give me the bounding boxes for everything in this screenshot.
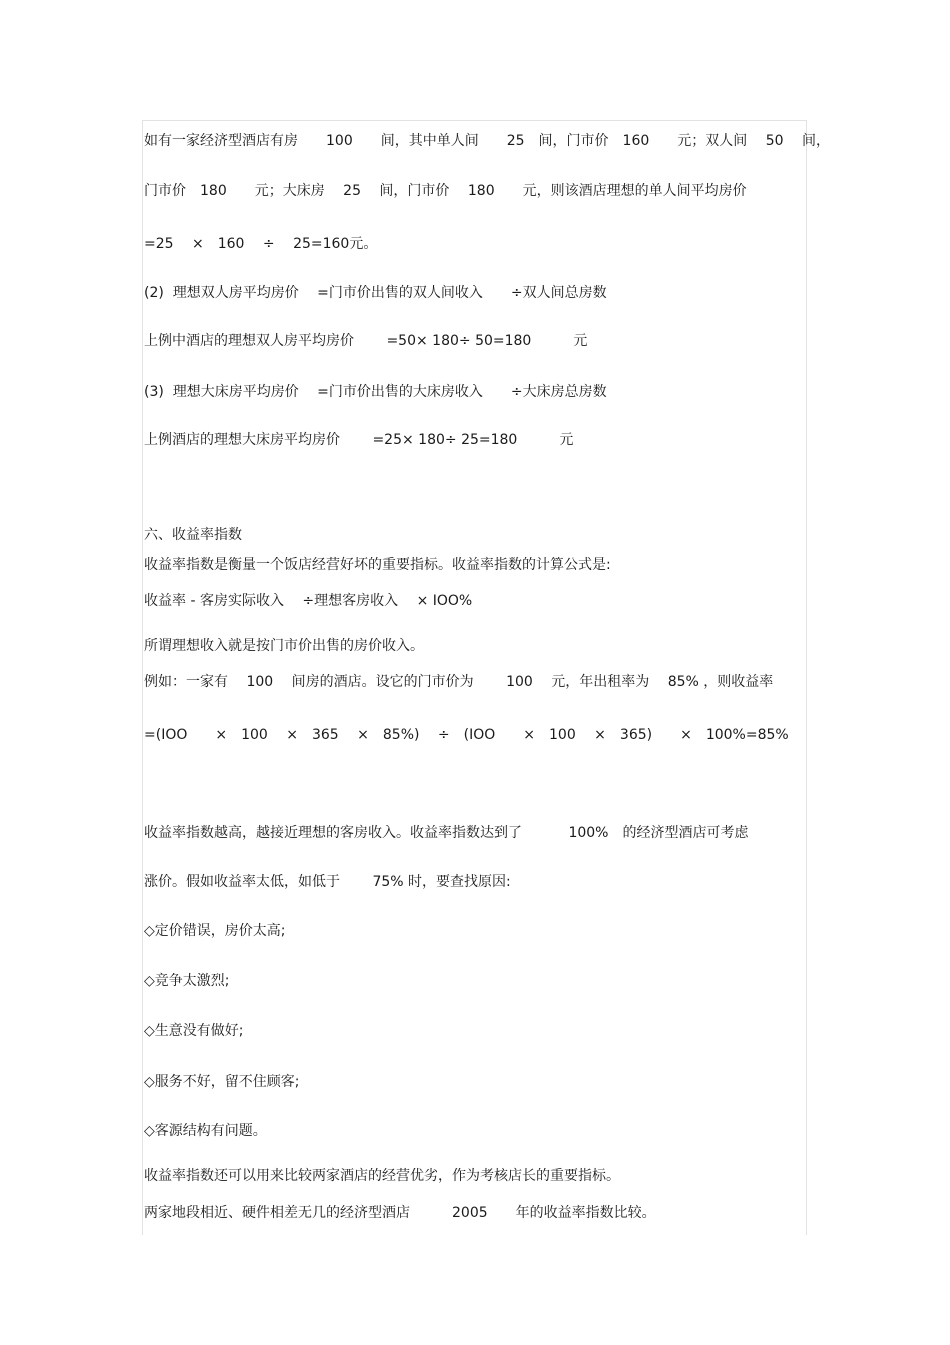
text-line: 例如：一家有 100 间房的酒店。设它的门市价为 100 元，年出租率为 85% ，则收益率: [144, 674, 774, 690]
formula-line: 上例酒店的理想大床房平均房价 =25× 180÷ 25=180 元: [144, 432, 574, 448]
list-item: ◇竞争太激烈;: [144, 973, 230, 989]
formula-line: 上例中酒店的理想双人房平均房价 =50× 180÷ 50=180 元: [144, 333, 588, 349]
text-line: (2) 理想双人房平均房价 =门市价出售的双人间收入 ÷双人间总房数: [144, 285, 607, 301]
list-item: ◇客源结构有问题。: [144, 1123, 267, 1139]
text-line: (3) 理想大床房平均房价 =门市价出售的大床房收入 ÷大床房总房数: [144, 384, 607, 400]
text-line: 门市价 180 元；大床房 25 间，门市价 180 元，则该酒店理想的单人间平均房价: [144, 183, 747, 199]
list-item: ◇定价错误，房价太高;: [144, 923, 286, 939]
text-line: 收益率指数越高，越接近理想的客房收入。收益率指数达到了 100% 的经济型酒店可考虑: [144, 825, 749, 841]
list-item: ◇服务不好，留不住顾客;: [144, 1074, 300, 1090]
formula-line: 收益率 - 客房实际收入 ÷理想客房收入 × IOO%: [144, 593, 473, 609]
page-frame-top: [142, 120, 807, 121]
text-line: 收益率指数是衡量一个饭店经营好坏的重要指标。收益率指数的计算公式是:: [144, 557, 611, 573]
page-frame-left: [142, 120, 143, 1235]
list-item: ◇生意没有做好;: [144, 1023, 244, 1039]
page-frame-right: [806, 120, 807, 1235]
text-line: 如有一家经济型酒店有房 100 间，其中单人间 25 间，门市价 160 元；双人间 50 间，: [144, 133, 830, 149]
text-line: 涨价。假如收益率太低，如低于 75% 时，要查找原因:: [144, 874, 511, 890]
text-line: 收益率指数还可以用来比较两家酒店的经营优劣，作为考核店长的重要指标。: [144, 1168, 620, 1184]
text-line: 所谓理想收入就是按门市价出售的房价收入。: [144, 638, 424, 654]
section-heading: 六、收益率指数: [144, 527, 242, 543]
formula-line: =25 × 160 ÷ 25=160元。: [144, 236, 378, 252]
formula-line: =(IOO × 100 × 365 × 85%) ÷ (IOO × 100 × 365) × 100%=85%: [144, 727, 789, 743]
text-line: 两家地段相近、硬件相差无几的经济型酒店 2005 年的收益率指数比较。: [144, 1205, 656, 1221]
